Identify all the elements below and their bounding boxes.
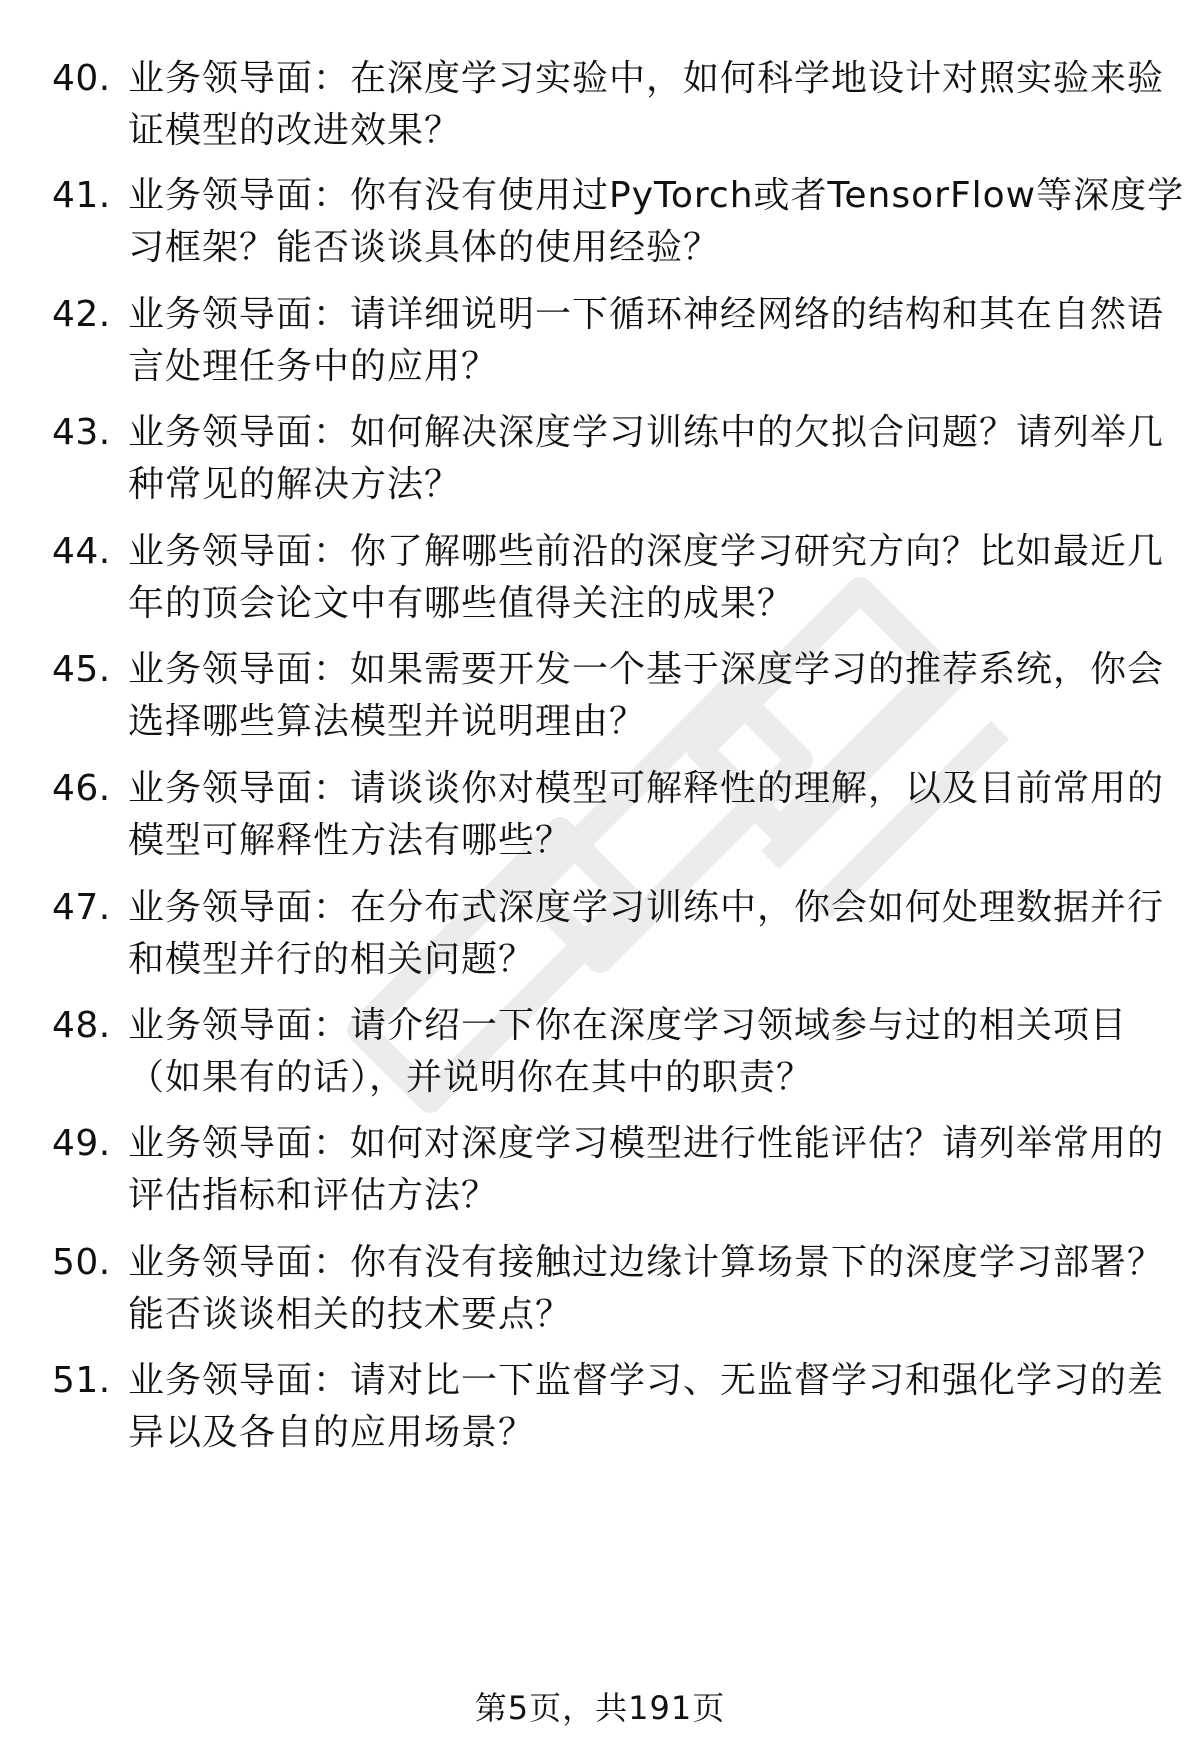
- question-text-line: 业务领导面：请介绍一下你在深度学习领域参与过的相关项目: [128, 1005, 1128, 1046]
- question-text-line: 能否谈谈相关的技术要点？: [128, 1294, 573, 1335]
- question-text: [128, 407, 1165, 511]
- question-number: 48.: [52, 1005, 111, 1046]
- question-text-line: 业务领导面：如何对深度学习模型进行性能评估？请列举常用的: [128, 1123, 1165, 1164]
- question-number: 50.: [52, 1242, 111, 1283]
- question-text-line: 业务领导面：你有没有使用过PyTorch或者TensorFlow等深度学: [128, 175, 1185, 216]
- question-text: [128, 644, 1165, 748]
- question-text-line: 业务领导面：请详细说明一下循环神经网络的结构和其在自然语: [128, 294, 1165, 335]
- question-text: [128, 53, 1165, 157]
- question-text-line: 业务领导面：在深度学习实验中，如何科学地设计对照实验来验: [128, 58, 1165, 99]
- list-item: [0, 407, 1200, 517]
- question-number: 47.: [52, 887, 111, 928]
- question-text-line: 和模型并行的相关问题？: [128, 939, 536, 980]
- question-text-line: 业务领导面：请谈谈你对模型可解释性的理解，以及目前常用的: [128, 768, 1165, 809]
- list-item: [0, 1118, 1200, 1228]
- question-number: 44.: [52, 531, 111, 572]
- question-number: 41.: [52, 175, 111, 216]
- question-text-line: 业务领导面：在分布式深度学习训练中，你会如何处理数据并行: [128, 887, 1165, 928]
- question-text: [128, 1355, 1165, 1459]
- question-number: 49.: [52, 1123, 111, 1164]
- question-number: 43.: [52, 412, 111, 453]
- question-text: [128, 289, 1165, 393]
- question-text-line: 业务领导面：如果需要开发一个基于深度学习的推荐系统，你会: [128, 649, 1165, 690]
- page-number-footer: 第5页，共191页: [474, 1689, 726, 1727]
- question-text-line: 评估指标和评估方法？: [128, 1175, 499, 1216]
- question-text: [128, 1237, 1165, 1341]
- question-text-line: 模型可解释性方法有哪些？: [128, 820, 573, 861]
- list-item: [0, 526, 1200, 636]
- question-number: 42.: [52, 294, 111, 335]
- question-text: [128, 526, 1165, 630]
- list-item: [0, 53, 1200, 163]
- question-text: [128, 1118, 1165, 1222]
- question-text-line: 年的顶会论文中有哪些值得关注的成果？: [128, 583, 795, 624]
- question-text-line: 习框架？能否谈谈具体的使用经验？: [128, 227, 721, 268]
- list-item: [0, 644, 1200, 754]
- question-number: 45.: [52, 649, 111, 690]
- question-text-line: （如果有的话），并说明你在其中的职责？: [128, 1057, 814, 1098]
- question-number: 46.: [52, 768, 111, 809]
- question-number: 40.: [52, 58, 111, 99]
- list-item: [0, 170, 1200, 280]
- question-text: [128, 763, 1165, 867]
- question-text-line: 业务领导面：你有没有接触过边缘计算场景下的深度学习部署？: [128, 1242, 1165, 1283]
- question-text-line: 选择哪些算法模型并说明理由？: [128, 701, 647, 742]
- list-item: [0, 289, 1200, 399]
- question-text-line: 业务领导面：你了解哪些前沿的深度学习研究方向？比如最近几: [128, 531, 1165, 572]
- question-text: [128, 170, 1185, 274]
- list-item: [0, 763, 1200, 873]
- question-text-line: 言处理任务中的应用？: [128, 346, 499, 387]
- question-text: [128, 882, 1165, 986]
- question-text-line: 业务领导面：请对比一下监督学习、无监督学习和强化学习的差: [128, 1360, 1165, 1401]
- question-text-line: 种常见的解决方法？: [128, 464, 462, 505]
- list-item: [0, 1237, 1200, 1347]
- list-item: [0, 1000, 1200, 1110]
- list-item: [0, 882, 1200, 992]
- list-item: [0, 1355, 1200, 1465]
- question-text-line: 异以及各自的应用场景？: [128, 1412, 536, 1453]
- question-text-line: 业务领导面：如何解决深度学习训练中的欠拟合问题？请列举几: [128, 412, 1165, 453]
- question-text-line: 证模型的改进效果？: [128, 110, 462, 151]
- question-text: [128, 1000, 1148, 1104]
- question-number: 51.: [52, 1360, 111, 1401]
